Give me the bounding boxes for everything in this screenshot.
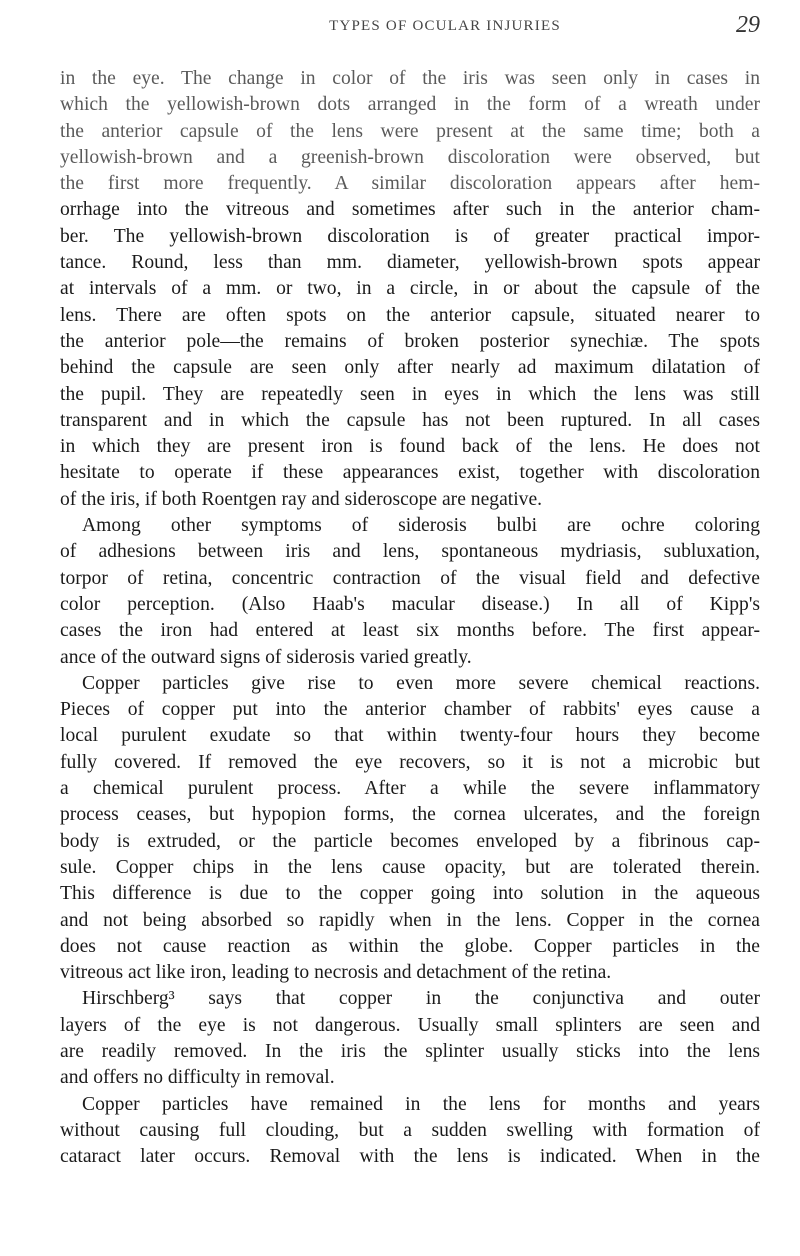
text-line: hesitate to operate if these appearances exist, together with discoloration — [60, 462, 760, 484]
text-line: Hirschberg³ says that copper in the conjunctiva and outer — [82, 988, 760, 1010]
text-line: the pupil. They are repeatedly seen in eyes in which the lens was still — [60, 383, 760, 405]
text-line: and offers no difficulty in removal. — [60, 1067, 335, 1089]
text-line: the anterior capsule of the lens were present at the same time; both a — [60, 120, 760, 142]
text-line: process ceases, but hypopion forms, the cornea ulcerates, and the foreign — [60, 804, 760, 826]
text-line: are readily removed. In the iris the splinter usually sticks into the lens — [60, 1040, 760, 1062]
text-line: Copper particles give rise to even more severe chemical reactions. — [82, 672, 760, 694]
text-line: color perception. (Also Haab's macular disease.) In all of Kipp's — [60, 593, 760, 615]
text-line: yellowish-brown and a greenish-brown discoloration were observed, but — [60, 146, 760, 168]
text-line: does not cause reaction as within the globe. Copper particles in the — [60, 935, 760, 957]
text-line: without causing full clouding, but a sudden swelling with formation of — [60, 1119, 760, 1141]
text-line: Among other symptoms of siderosis bulbi are ochre coloring — [82, 515, 760, 537]
text-line: sule. Copper chips in the lens cause opacity, but are tolerated therein. — [60, 856, 760, 878]
text-line: orrhage into the vitreous and sometimes after such in the anterior cham- — [60, 199, 760, 221]
text-line: vitreous act like iron, leading to necrosis and detachment of the retina. — [60, 962, 612, 984]
text-line: of the iris, if both Roentgen ray and sideroscope are negative. — [60, 488, 543, 510]
text-line: in the eye. The change in color of the iris was seen only in cases in — [60, 68, 760, 89]
text-line: fully covered. If removed the eye recovers, so it is not a microbic but — [60, 751, 760, 773]
body-text — [60, 66, 760, 1170]
text-line: Copper particles have remained in the lens for months and years — [82, 1093, 760, 1115]
text-line: This difference is due to the copper going into solution in the aqueous — [60, 883, 760, 905]
running-head: TYPES OF OCULAR INJURIES — [329, 18, 561, 34]
text-line: cataract later occurs. Removal with the lens is indicated. When in the — [60, 1146, 760, 1168]
text-line: the first more frequently. A similar discoloration appears after hem- — [60, 173, 760, 195]
text-line: local purulent exudate so that within twenty-four hours they become — [60, 725, 760, 747]
text-line: a chemical purulent process. After a while the severe inflammatory — [60, 778, 760, 800]
text-line: torpor of retina, concentric contraction of the visual field and defective — [60, 567, 760, 589]
text-line: ber. The yellowish-brown discoloration is of greater practical impor- — [60, 225, 760, 247]
text-line: cases the iron had entered at least six months before. The first appear- — [60, 620, 760, 642]
text-line: tance. Round, less than mm. diameter, yellowish-brown spots appear — [60, 252, 760, 274]
text-line: body is extruded, or the particle becomes enveloped by a fibrinous cap- — [60, 830, 760, 852]
text-line: Pieces of copper put into the anterior chamber of rabbits' eyes cause a — [60, 699, 760, 721]
text-line: ance of the outward signs of siderosis varied greatly. — [60, 646, 472, 668]
text-line: transparent and in which the capsule has not been ruptured. In all cases — [60, 409, 760, 431]
text-line: behind the capsule are seen only after nearly ad maximum dilatation of — [60, 357, 760, 379]
text-line: and not being absorbed so rapidly when in the lens. Copper in the cornea — [60, 909, 760, 931]
page-number: 29 — [736, 12, 760, 38]
text-line: layers of the eye is not dangerous. Usually small splinters are seen and — [60, 1014, 760, 1036]
text-line: which the yellowish-brown dots arranged in the form of a wreath under — [60, 94, 760, 116]
text-line: the anterior pole—the remains of broken posterior synechiæ. The spots — [60, 330, 760, 352]
text-line: in which they are present iron is found back of the lens. He does not — [60, 436, 760, 458]
text-line: at intervals of a mm. or two, in a circle, in or about the capsule of the — [60, 278, 760, 300]
text-line: of adhesions between iris and lens, spontaneous mydriasis, subluxation, — [60, 541, 760, 563]
page-header — [60, 12, 760, 48]
text-line: lens. There are often spots on the anterior capsule, situated nearer to — [60, 304, 760, 326]
